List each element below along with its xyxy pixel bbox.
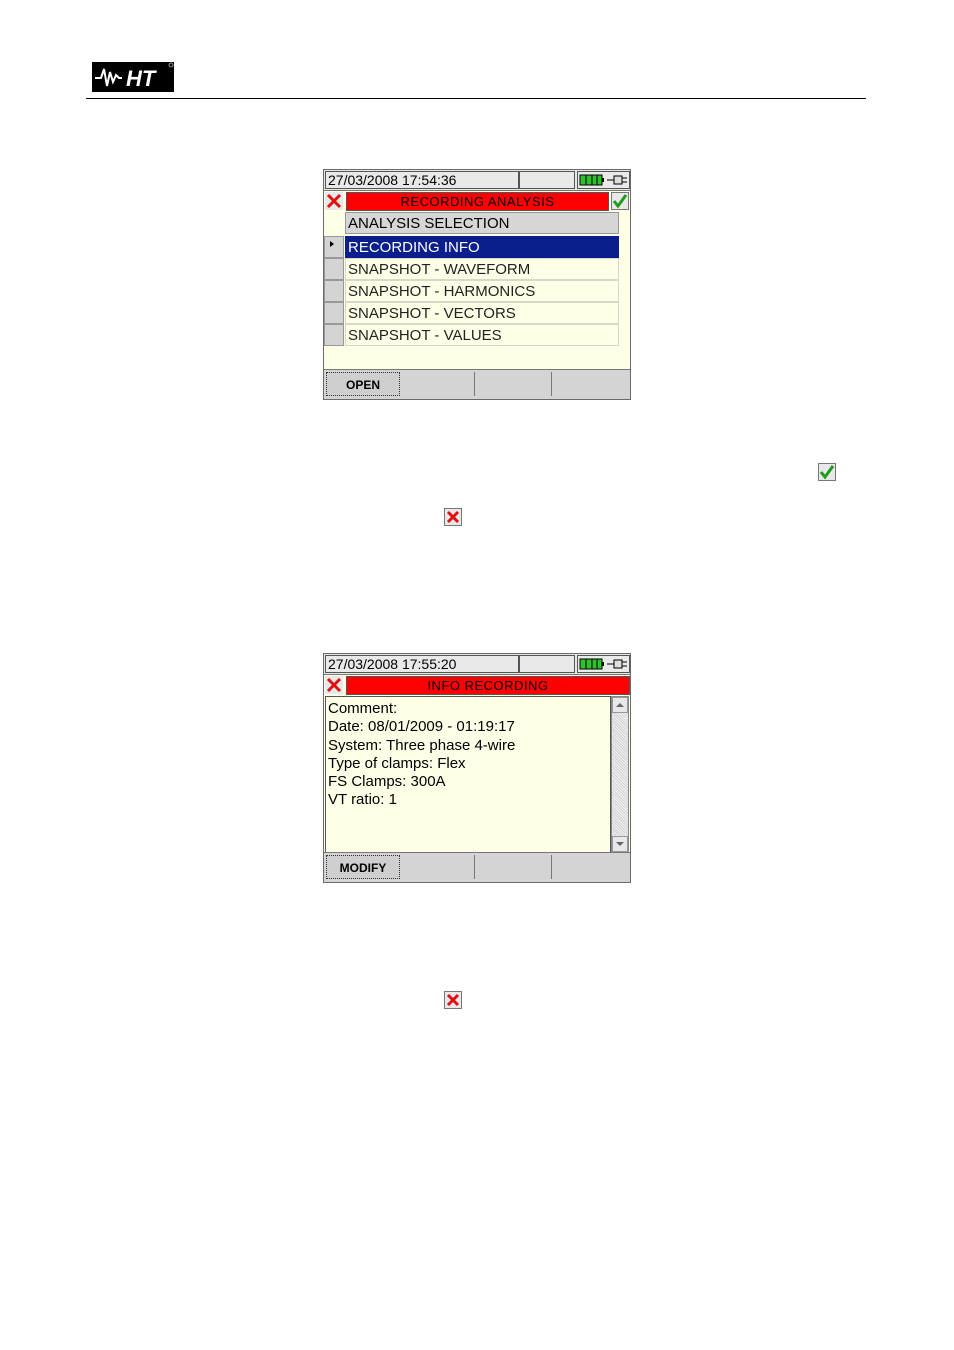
list-item-label: SNAPSHOT - HARMONICS [345, 280, 619, 302]
list-item[interactable] [324, 258, 620, 280]
arrow-up-icon [613, 698, 627, 712]
battery-icon [580, 175, 604, 185]
confirm-button[interactable] [611, 192, 629, 210]
list-item[interactable] [324, 236, 620, 258]
row-selector [324, 324, 344, 346]
title-bar [324, 191, 630, 211]
list-item-label: RECORDING INFO [345, 236, 619, 258]
row-selector [324, 280, 344, 302]
softkey-3[interactable] [478, 372, 552, 396]
open-button[interactable]: OPEN [326, 372, 400, 396]
softkey-2[interactable] [401, 372, 475, 396]
scroll-down-button[interactable] [612, 836, 628, 852]
check-icon [818, 463, 836, 481]
recording-analysis-screen [323, 169, 631, 400]
info-line-date: Date: 08/01/2009 - 01:19:17 [328, 718, 515, 736]
row-selector [324, 302, 344, 324]
title-bar [324, 675, 630, 695]
list-item-label: SNAPSHOT - WAVEFORM [345, 258, 619, 280]
list-item[interactable] [324, 302, 620, 324]
row-selector [324, 258, 344, 280]
info-line-system: System: Three phase 4-wire [328, 736, 516, 754]
power-status [577, 171, 630, 189]
datetime: 27/03/2008 17:55:20 [325, 655, 519, 673]
header-rule [86, 98, 866, 99]
status-blank [519, 171, 575, 189]
close-icon[interactable] [325, 676, 343, 694]
list-item-label: SNAPSHOT - VECTORS [345, 302, 619, 324]
scrollbar[interactable] [611, 696, 629, 853]
softkey-3[interactable] [478, 855, 552, 879]
list-item-label: SNAPSHOT - VALUES [345, 324, 619, 346]
status-bar [324, 170, 630, 191]
softkey-bar [324, 852, 630, 882]
info-line-fs-clamps: FS Clamps: 300A [328, 773, 446, 791]
info-line-clamps: Type of clamps: Flex [328, 754, 466, 772]
arrow-down-icon [613, 837, 627, 851]
modify-button[interactable]: MODIFY [326, 855, 400, 879]
ht-logo [92, 62, 174, 92]
softkey-2[interactable] [401, 855, 475, 879]
list-item[interactable] [324, 324, 620, 346]
status-blank [519, 655, 575, 673]
close-icon[interactable] [325, 192, 343, 210]
info-recording-screen [323, 653, 631, 883]
info-line-vt-ratio: VT ratio: 1 [328, 791, 397, 809]
check-icon [612, 193, 628, 209]
plug-icon [607, 660, 627, 668]
power-status [577, 655, 630, 673]
list-header: ANALYSIS SELECTION [345, 212, 619, 234]
scroll-up-button[interactable] [612, 697, 628, 713]
softkey-bar [324, 369, 630, 399]
softkey-4[interactable] [555, 855, 629, 879]
screen-title: RECORDING ANALYSIS [346, 192, 609, 211]
close-icon [444, 508, 462, 526]
close-icon [444, 991, 462, 1009]
plug-icon [607, 176, 627, 184]
battery-icon [580, 659, 604, 669]
status-bar [324, 654, 630, 675]
info-line-comment: Comment: [328, 700, 398, 717]
row-selector [324, 236, 344, 258]
datetime: 27/03/2008 17:54:36 [325, 171, 519, 189]
info-text-area[interactable] [325, 696, 611, 853]
screen-title: INFO RECORDING [346, 676, 630, 695]
list-item[interactable] [324, 280, 620, 302]
softkey-4[interactable] [555, 372, 629, 396]
logo-text: HT [126, 66, 156, 91]
caret-icon [330, 241, 334, 247]
